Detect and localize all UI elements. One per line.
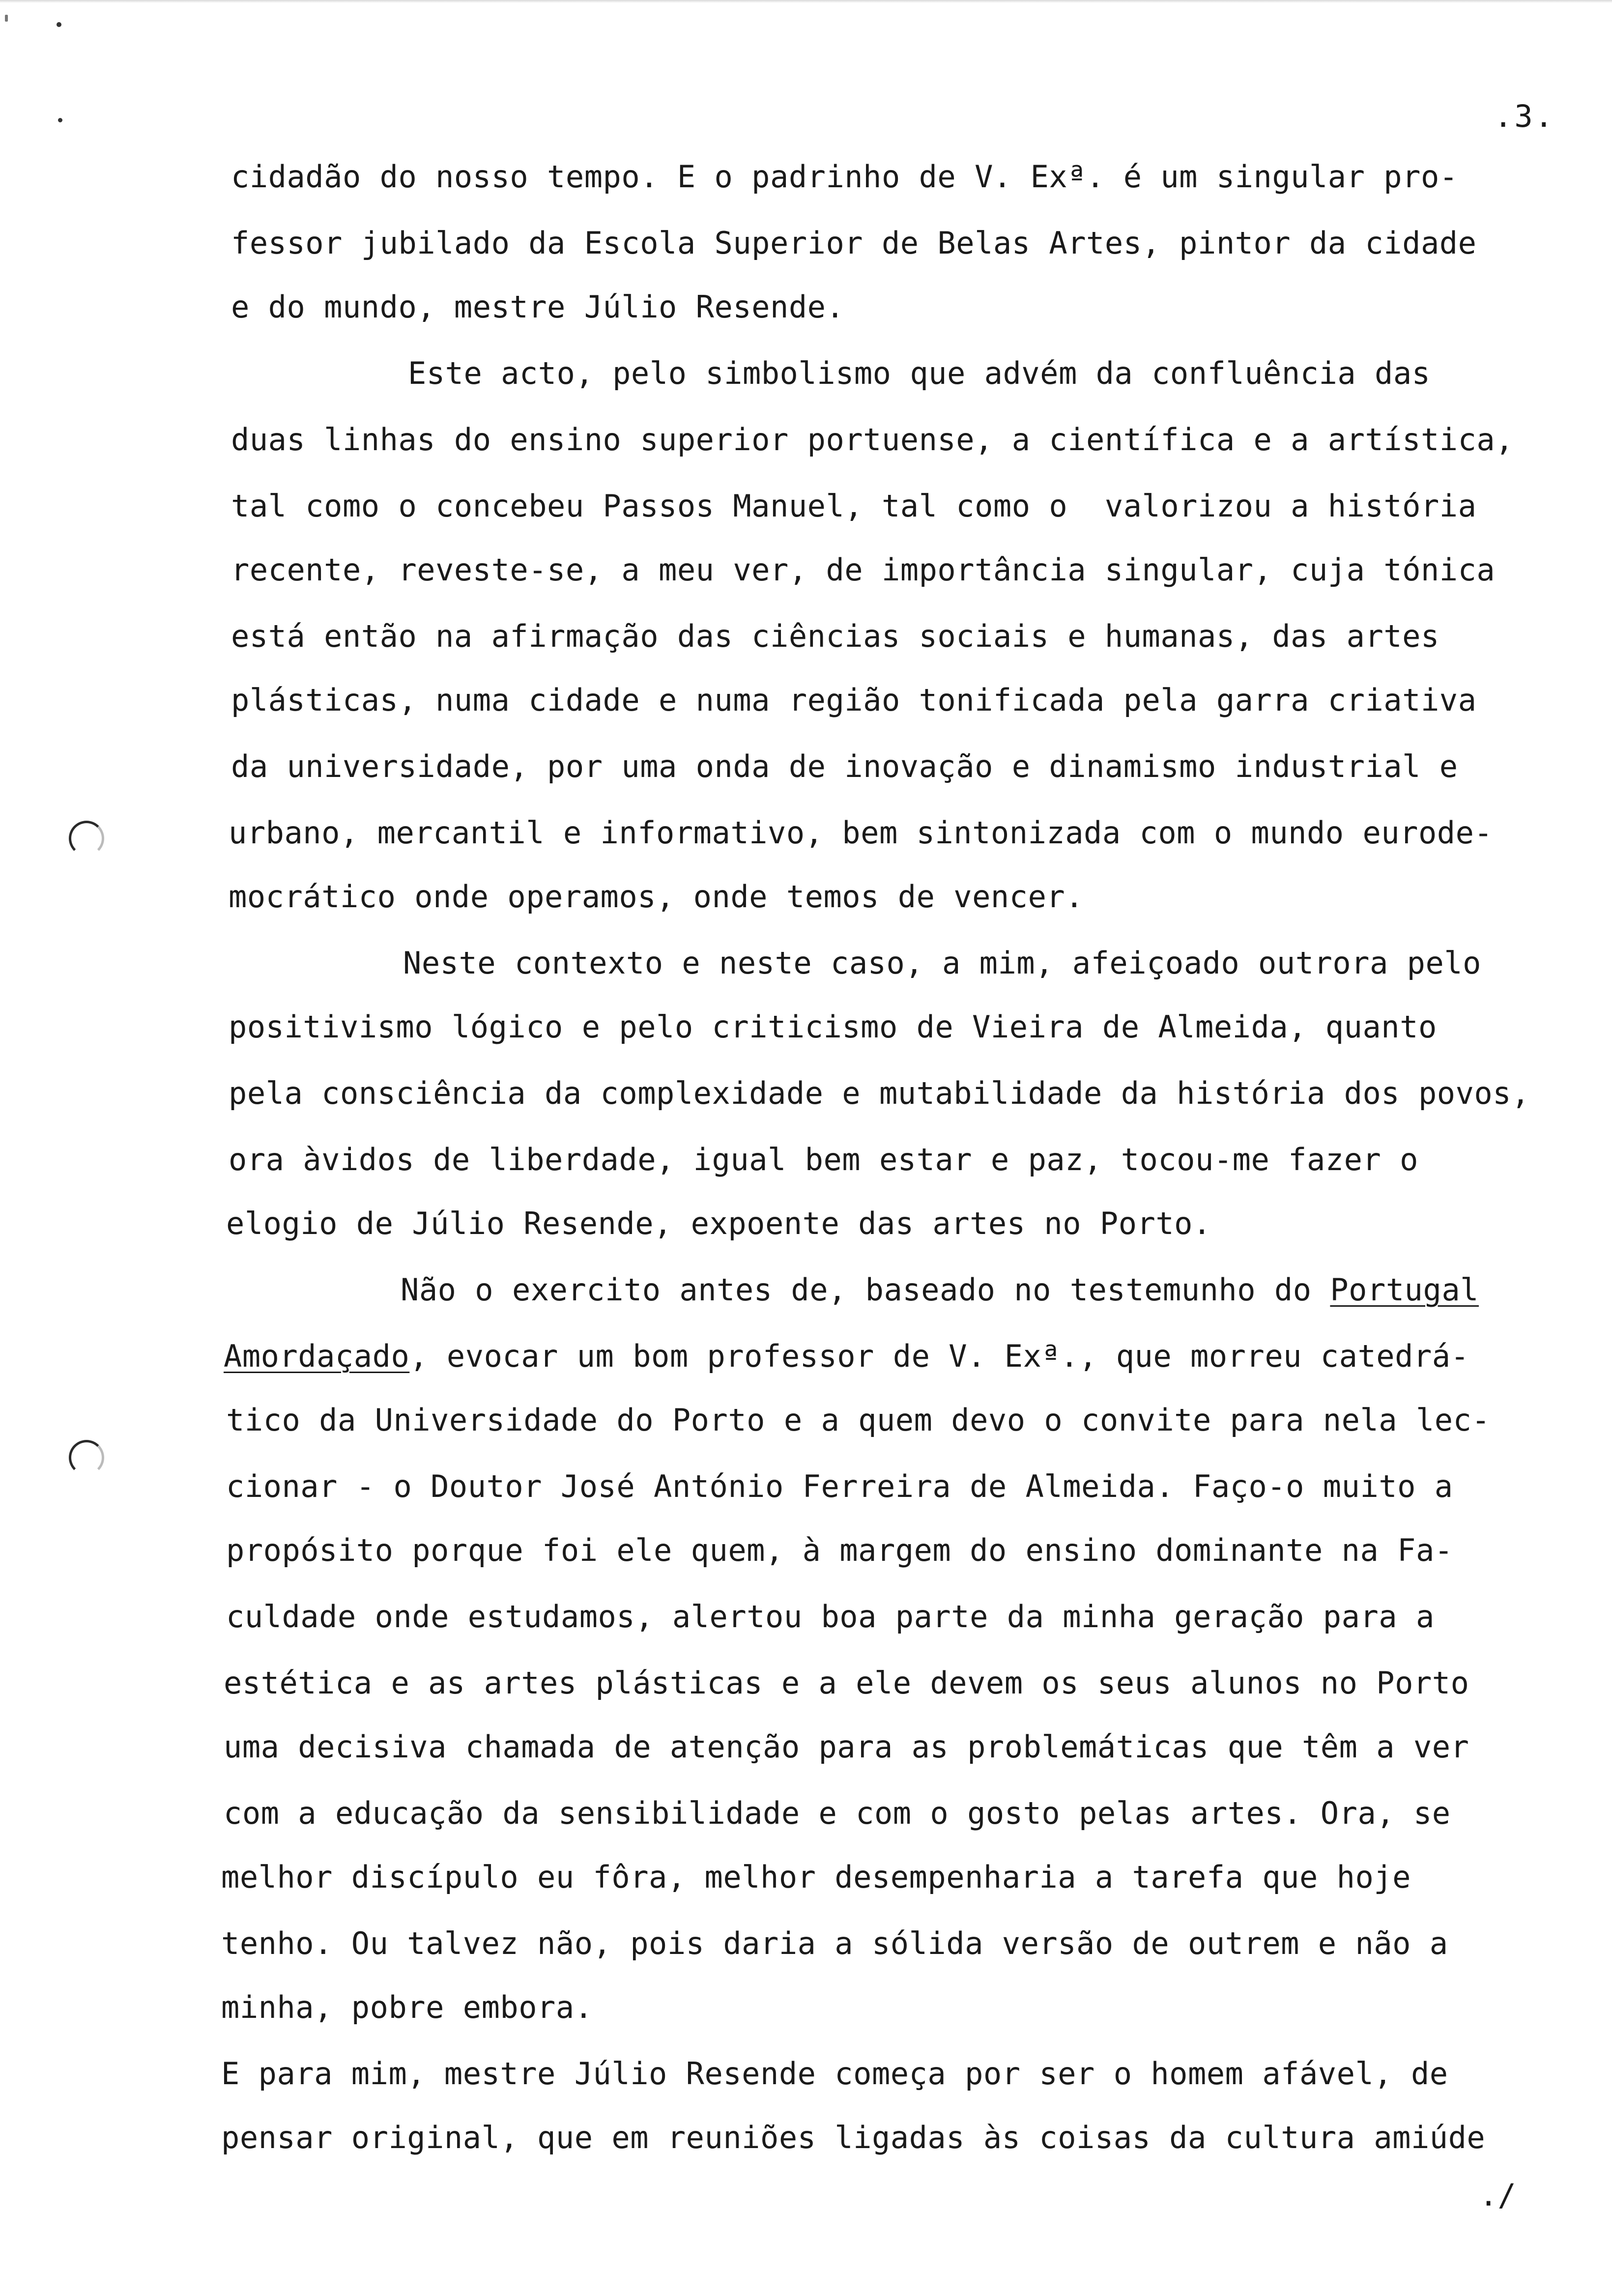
- line-text: uma decisiva chamada de atenção para as problemáticas que têm a ver: [224, 1729, 1469, 1765]
- text-line: [231, 617, 1439, 656]
- scan-speck: [57, 22, 61, 27]
- line-text: culdade onde estudamos, alertou boa parte da minha geração para a: [226, 1599, 1435, 1635]
- line-text: com a educação da sensibilidade e com o gosto pelas artes. Ora, se: [224, 1795, 1451, 1831]
- text-line: [224, 1794, 1451, 1833]
- line-text: estética e as artes plásticas e a ele devem os seus alunos no Porto: [224, 1665, 1469, 1701]
- line-text: tal como o concebeu Passos Manuel, tal como o valorizou a história: [231, 488, 1477, 524]
- text-line: [221, 1858, 1411, 1897]
- punch-hole-upper: [69, 821, 104, 856]
- scan-speck: [5, 15, 8, 22]
- text-line: [408, 354, 1431, 393]
- page-number: .3.: [1494, 98, 1555, 134]
- text-line: [231, 287, 844, 327]
- text-line: [226, 1597, 1435, 1636]
- text-line: [403, 944, 1481, 983]
- text-line: [226, 1204, 1211, 1243]
- text-line: [229, 1140, 1418, 1179]
- line-text: E para mim, mestre Júlio Resende começa por ser o homem afável, de: [221, 2056, 1448, 2092]
- underlined-title: Amordaçado: [224, 1338, 410, 1374]
- text-line: [401, 1270, 1479, 1310]
- text-line: [226, 1401, 1490, 1440]
- line-text: urbano, mercantil e informativo, bem sintonizada com o mundo eurode-: [229, 815, 1493, 851]
- line-text: positivismo lógico e pelo criticismo de Vieira de Almeida, quanto: [229, 1009, 1437, 1045]
- text-line: [231, 224, 1476, 263]
- text-line: [229, 1074, 1530, 1113]
- line-text: propósito porque foi ele quem, à margem do ensino dominante na Fa-: [226, 1532, 1453, 1568]
- text-line: [231, 420, 1514, 459]
- line-text: fessor jubilado da Escola Superior de Belas Artes, pintor da cidade: [231, 225, 1477, 261]
- text-line: [231, 157, 1458, 197]
- text-line: [229, 877, 1084, 917]
- text-line: [226, 1531, 1453, 1570]
- text-line: [224, 1664, 1469, 1703]
- text-line: [231, 550, 1495, 590]
- line-text: e do mundo, mestre Júlio Resende.: [231, 289, 845, 325]
- text-line: [221, 2118, 1485, 2157]
- line-text: Este acto, pelo simbolismo que advém da confluência das: [408, 355, 1431, 391]
- line-text: ora àvidos de liberdade, igual bem estar e paz, tocou-me fazer o: [229, 1142, 1418, 1177]
- text-line: [224, 1337, 1469, 1376]
- line-text: recente, reveste-se, a meu ver, de importância singular, cuja tónica: [231, 552, 1496, 588]
- line-text: Não o exercito antes de, baseado no testemunho do: [401, 1272, 1330, 1308]
- line-text: duas linhas do ensino superior portuense, a científica e a artística,: [231, 422, 1514, 458]
- line-text: , evocar um bom professor de V. Exª., que morreu catedrá-: [409, 1338, 1469, 1374]
- text-line: [229, 1007, 1437, 1047]
- scan-speck: [58, 118, 62, 122]
- line-text: minha, pobre embora.: [221, 1989, 593, 2025]
- text-line: [231, 487, 1476, 526]
- text-line: [221, 2054, 1448, 2094]
- line-text: está então na afirmação das ciências sociais e humanas, das artes: [231, 618, 1439, 654]
- line-text: pela consciência da complexidade e mutabilidade da história dos povos,: [229, 1075, 1530, 1111]
- line-text: melhor discípulo eu fôra, melhor desempenharia a tarefa que hoje: [221, 1859, 1411, 1895]
- line-text: pensar original, que em reuniões ligadas às coisas da cultura amiúde: [221, 2120, 1486, 2155]
- line-text: cidadão do nosso tempo. E o padrinho de V. Exª. é um singular pro-: [231, 159, 1458, 195]
- continuation-mark: ./: [1479, 2177, 1516, 2213]
- text-line: [224, 1727, 1469, 1767]
- text-line: [231, 747, 1458, 786]
- line-text: mocrático onde operamos, onde temos de vencer.: [229, 879, 1084, 915]
- text-line: [231, 681, 1476, 720]
- scan-edge: [0, 0, 1612, 3]
- punch-hole-lower: [69, 1440, 104, 1475]
- text-line: [226, 1467, 1453, 1506]
- line-text: tico da Universidade do Porto e a quem devo o convite para nela lec-: [226, 1402, 1491, 1438]
- line-text: Neste contexto e neste caso, a mim, afeiçoado outrora pelo: [403, 945, 1481, 981]
- text-line: [221, 1924, 1448, 1963]
- underlined-title: Portugal: [1330, 1272, 1479, 1308]
- line-text: plásticas, numa cidade e numa região tonificada pela garra criativa: [231, 682, 1477, 718]
- text-line: [221, 1988, 593, 2027]
- text-line: [229, 813, 1493, 853]
- line-text: cionar - o Doutor José António Ferreira de Almeida. Faço-o muito a: [226, 1468, 1453, 1504]
- line-text: da universidade, por uma onda de inovação e dinamismo industrial e: [231, 748, 1458, 784]
- line-text: elogio de Júlio Resende, expoente das artes no Porto.: [226, 1205, 1211, 1241]
- line-text: tenho. Ou talvez não, pois daria a sólida versão de outrem e não a: [221, 1925, 1448, 1961]
